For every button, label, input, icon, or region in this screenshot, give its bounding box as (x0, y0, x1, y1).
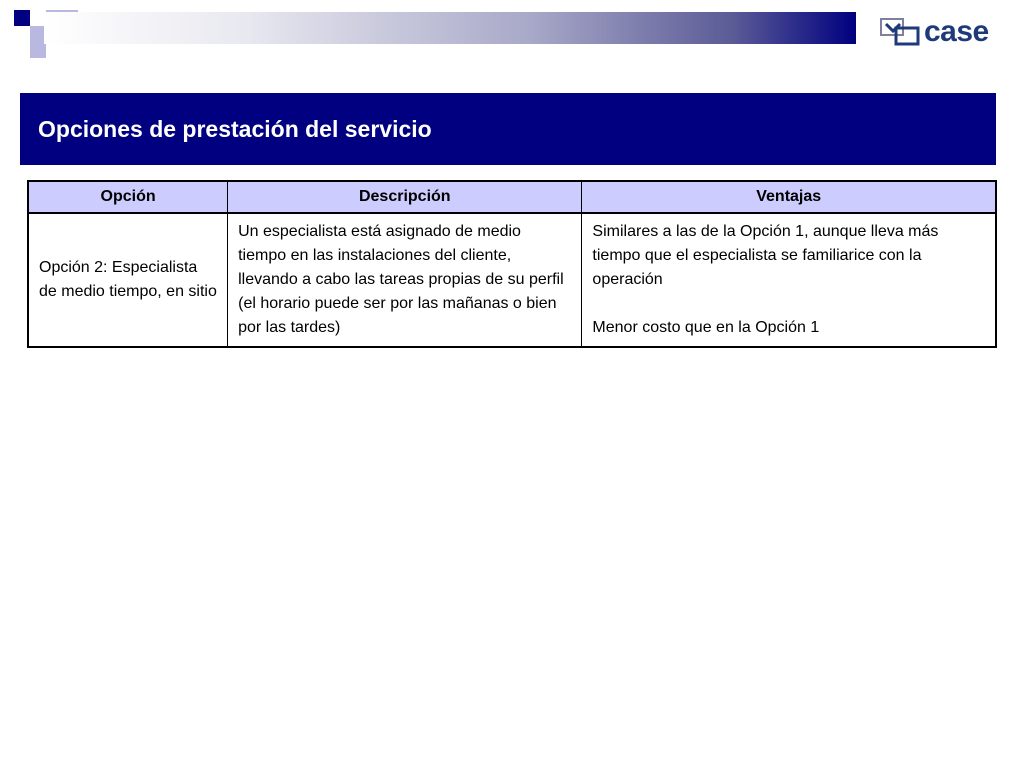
description-text: Un especialista está asignado de medio tiempo en las instalaciones del cliente, llevando a cabo las tareas propias de su perfil (el horario puede ser por las mañanas o bien por las tardes) (238, 223, 564, 336)
description-cell (228, 213, 582, 347)
advantages-cell (582, 213, 996, 347)
decor-square (30, 42, 46, 58)
advantage-spacer (592, 292, 985, 316)
option-text: Opción 2: Especialista de medio tiempo, en sitio (39, 259, 217, 300)
logo-mark-icon (880, 18, 920, 46)
column-header-option: Opción (28, 181, 228, 213)
table-header-row (28, 181, 996, 213)
title-banner (20, 93, 996, 165)
advantage-item: Similares a las de la Opción 1, aunque lleva más tiempo que el especialista se familiarice con la operación (592, 223, 939, 288)
company-logo (878, 14, 1014, 50)
page-title: Opciones de prestación del servicio (38, 116, 432, 142)
header-gradient-bar (44, 12, 856, 44)
options-table (27, 180, 997, 348)
column-header-description: Descripción (228, 181, 582, 213)
logo-text: case (924, 15, 989, 48)
column-header-advantages: Ventajas (582, 181, 996, 213)
decor-square (14, 10, 30, 26)
table-row (28, 213, 996, 347)
advantage-item: Menor costo que en la Opción 1 (592, 319, 820, 336)
option-cell (28, 213, 228, 347)
